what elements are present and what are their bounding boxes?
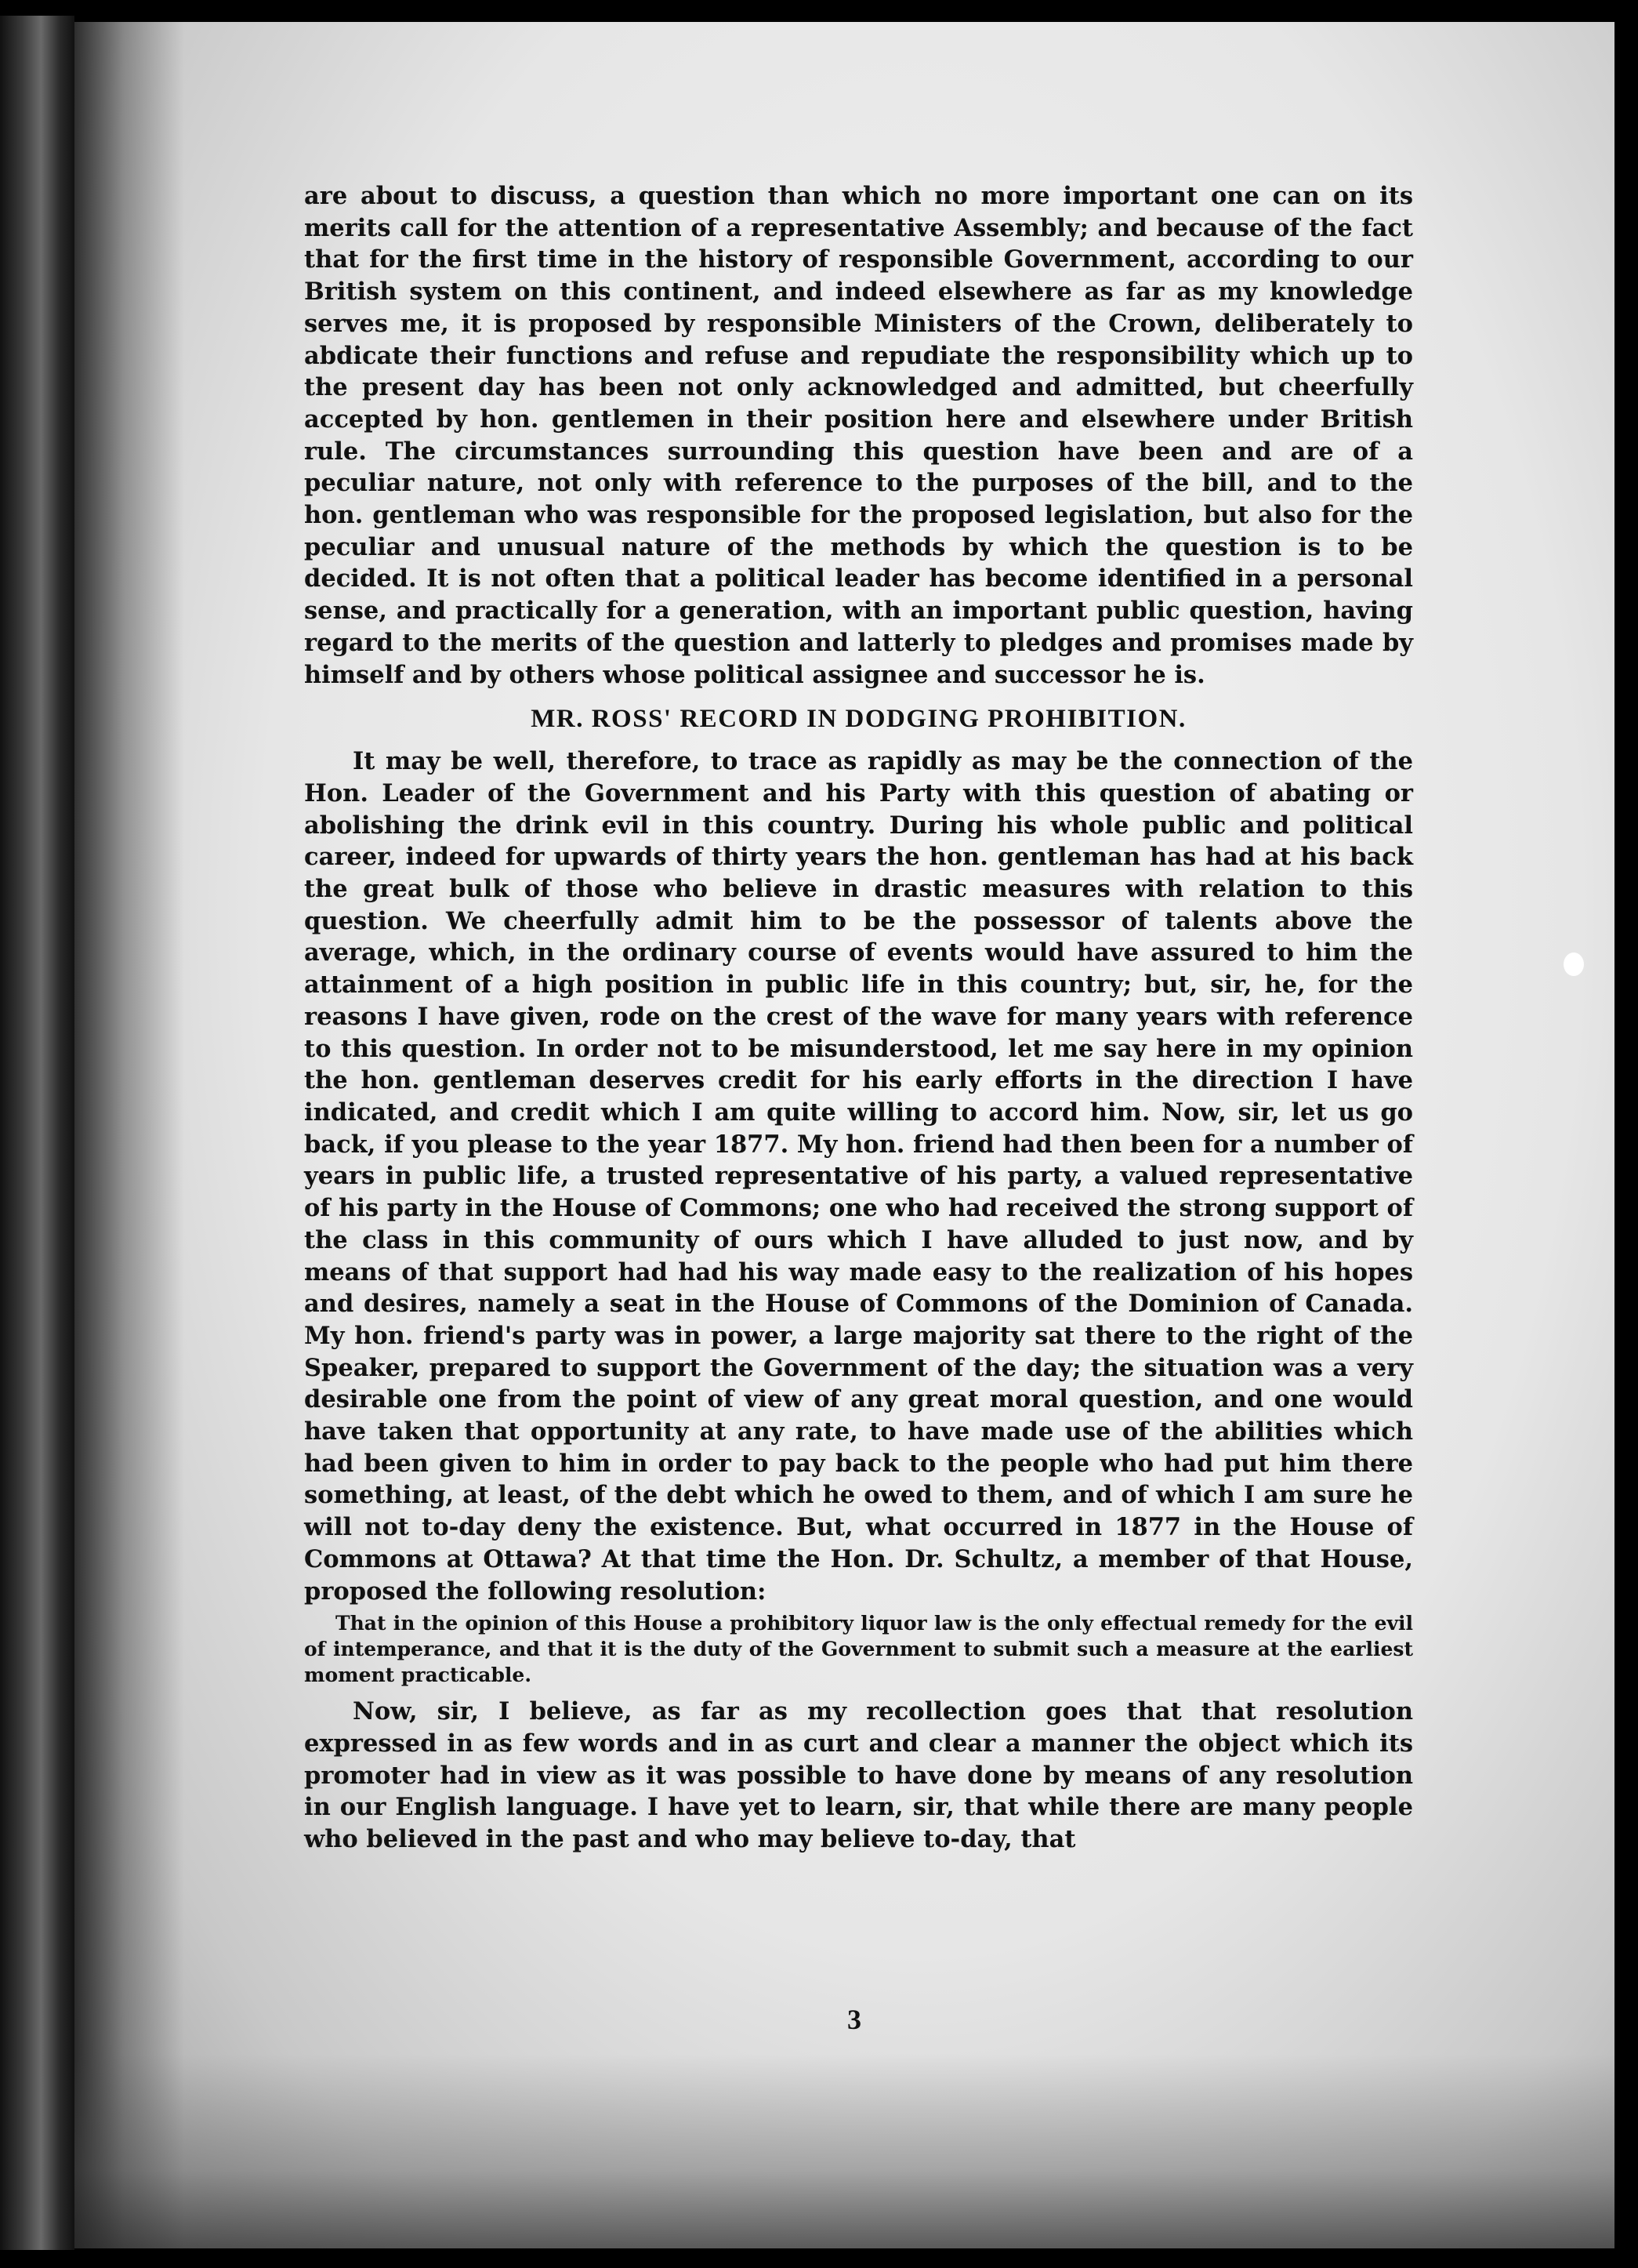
section-heading: MR. ROSS' RECORD IN DODGING PROHIBITION. [531,705,1187,734]
facing-page-edge [0,16,74,2250]
page-number: 3 [847,2004,861,2035]
paper-speck [1564,953,1584,976]
quoted-resolution: That in the opinion of this House a prohibitory liquor law is the only effectual remedy for the evil of intemperance, and that it is the duty of the Government to submit such a measure at the earliest moment practicable. [304,1612,1413,1687]
paragraph-continued: are about to discuss, a question than which no more important one can on its merits call for the attention of a representative Assembly; and because of the fact that for the first time in the history of responsible Government, according to our British system on this continent, and indeed elsewhere as far as my knowledge serves me, it is proposed by responsible Ministers of the Crown, deliberately to abdicate their functions and refuse and repudiate the responsibility which up to the present day has been not only acknowledged and admitted, but cheerfully accepted by hon. gentlemen in their position here and elsewhere under British rule. The circumstances surrounding this question have been and are of a peculiar nature, not only with reference to the purposes of the bill, and to the hon. gentleman who was responsible for the proposed legislation, but also for the peculiar and unusual nature of the methods by which the question is to be decided. It is not often that a political leader has become identified in a personal sense, and practically for a generation, with an important public question, having regard to the merits of the question and latterly to pledges and promises made by himself and by others whose political assignee and successor he is. [304,182,1413,689]
page-text [304,180,1413,1856]
paragraph: Now, sir, I believe, as far as my recollection goes that that resolution expressed in as few words and in as curt and clear a manner the object which its promoter had in view as it was possible to have done by means of any resolution in our English language. I have yet to learn, sir, that while there are many people who believed in the past and who may believe to-day, that [304,1697,1413,1854]
gutter-shadow [74,22,184,2248]
paragraph: It may be well, therefore, to trace as rapidly as may be the connection of the Hon. Leader of the Government and his Party with this question of abating or abolishing the drink evil in this country. During his whole public and political career, indeed for upwards of thirty years the hon. gentleman has had at his back the great bulk of those who believe in drastic measures with relation to this question. We cheerfully admit him to be the possessor of talents above the average, which, in the ordinary course of events would have assured to him the attainment of a high position in public life in this country; but, sir, he, for the reasons I have given, rode on the crest of the wave for many years with reference to this question. In order not to be misunderstood, let me say here in my opinion the hon. gentleman deserves credit for his early efforts in the direction I have indicated, and credit which I am quite willing to accord him. Now, sir, let us go back, if you please to the year 1877. My hon. friend had then been for a number of years in public life, a trusted representative of his party, a valued representative of his party in the House of Commons; one who had received the strong support of the class in this community of ours which I have alluded to just now, and by means of that support had had his way made easy to the realization of his hopes and desires, namely a seat in the House of Commons of the Dominion of Canada. My hon. friend's party was in power, a large majority sat there to the right of the Speaker, prepared to support the Government of the day; the situation was a very desirable one from the point of view of any great moral question, and one would have taken that opportunity at any rate, to have made use of the abilities which had been given to him in order to pay back to the people who had put him there something, at least, of the debt which he owed to them, and of which I am sure he will not to-day deny the existence. But, what occurred in 1877 in the House of Commons at Ottawa? At that time the Hon. Dr. Schultz, a member of that House, proposed the following resolution: [304,747,1413,1606]
bottom-shadow [74,2054,1614,2248]
